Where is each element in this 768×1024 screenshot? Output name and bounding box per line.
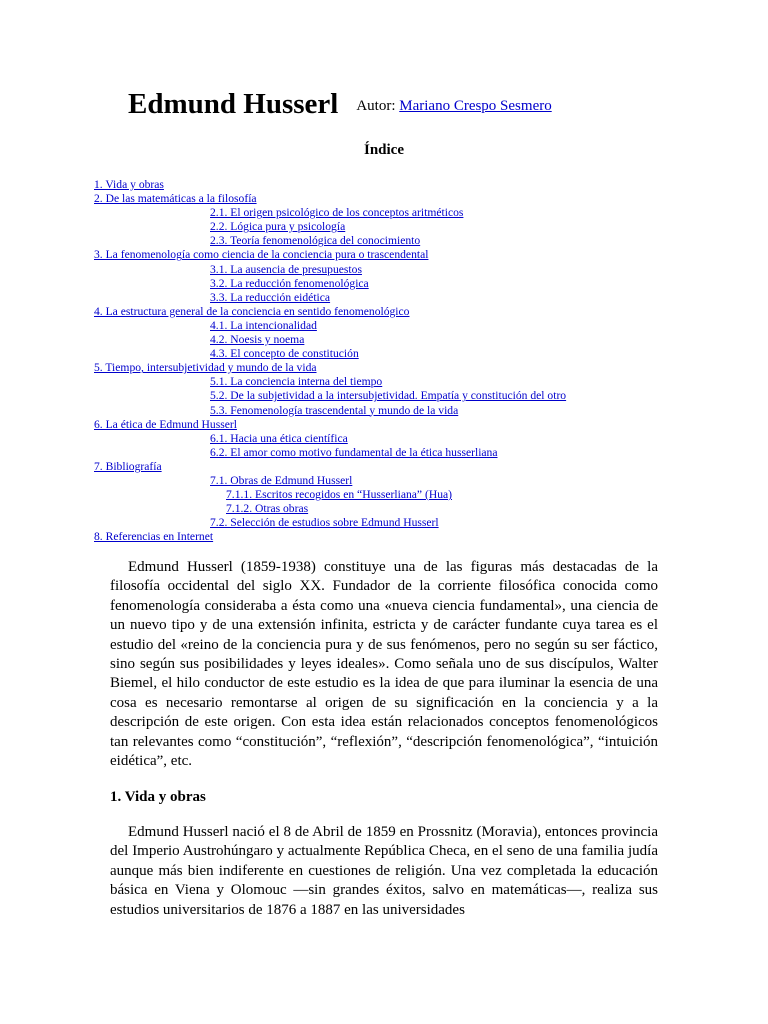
toc-link[interactable]: 3.3. La reducción eidética xyxy=(210,290,331,304)
toc-link[interactable]: 7.1.2. Otras obras xyxy=(226,502,309,516)
page-title: Edmund Husserl xyxy=(128,88,339,120)
toc-link[interactable]: 4. La estructura general de la conciencia en sentido fenomenológico xyxy=(94,304,410,318)
toc-link[interactable]: 7. Bibliografía xyxy=(94,459,162,473)
header xyxy=(128,88,552,121)
toc-link[interactable]: 7.1. Obras de Edmund Husserl xyxy=(210,473,353,487)
author-label: Autor: xyxy=(356,98,396,114)
toc-link[interactable]: 6.2. El amor como motivo fundamental de la ética husserliana xyxy=(210,445,498,459)
table-of-contents xyxy=(94,178,566,544)
toc-link[interactable]: 5.2. De la subjetividad a la intersubjetividad. Empatía y constitución del otro xyxy=(210,389,567,403)
toc-link[interactable]: 6.1. Hacia una ética científica xyxy=(210,431,348,445)
toc-link[interactable]: 4.2. Noesis y noema xyxy=(210,333,305,347)
toc-link[interactable]: 2.2. Lógica pura y psicología xyxy=(210,220,346,234)
toc-link[interactable]: 1. Vida y obras xyxy=(94,178,164,191)
toc-link[interactable]: 3.1. La ausencia de presupuestos xyxy=(210,262,362,276)
intro-paragraph: Edmund Husserl (1859-1938) constituye una de las figuras más destacadas de la filosofía occidental del siglo XX. Fundador de la corriente filosófica conocida como fenomenología consideraba a ésta como una «nueva ciencia fundamental», una ciencia de un nuevo tipo y de una extensión infinita, estricta y de carácter fundante cuya tarea es el estudio del «reino de la conciencia pura y de sus fenómenos, pero no según su ser fáctico, sino según sus posibilidades y leyes ideales». Como señala uno de sus discípulos, Walter Biemel, el hilo conductor de este estudio es la idea de que para iluminar la esencia de una cosa es necesario remontarse al origen de su significación en la conciencia y a la descripción de este origen. Con esta idea están relacionados conceptos fenomenológicos tan relevantes como “constitución”, “reflexión”, “descripción fenomenológica”, “intuición eidética”, etc. xyxy=(110,559,658,770)
toc-link[interactable]: 5. Tiempo, intersubjetividad y mundo de la vida xyxy=(94,361,317,375)
toc-link[interactable]: 6. La ética de Edmund Husserl xyxy=(94,417,237,431)
toc-link[interactable]: 2.3. Teoría fenomenológica del conocimiento xyxy=(210,234,421,248)
toc-link[interactable]: 4.1. La intencionalidad xyxy=(210,318,317,332)
index-title: Índice xyxy=(363,142,404,158)
author-line xyxy=(356,98,551,114)
toc-link[interactable]: 8. Referencias en Internet xyxy=(94,530,214,544)
section-heading: 1. Vida y obras xyxy=(110,789,206,805)
section-paragraph: Edmund Husserl nació el 8 de Abril de 1859 en Prossnitz (Moravia), entonces provincia del Imperio Austrohúngaro y actualmente República Checa, en el seno de una familia judía aunque más bien indiferente en cuestiones de religión. Una vez completada la educación básica en Viena y Olomouc —sin grandes éxitos, salvo en matemáticas—, realiza sus estudios universitarios de 1876 a 1887 en las universidades xyxy=(110,824,658,918)
toc-link[interactable]: 4.3. El concepto de constitución xyxy=(210,347,359,361)
toc-link[interactable]: 7.2. Selección de estudios sobre Edmund Husserl xyxy=(210,516,439,530)
toc-link[interactable]: 7.1.1. Escritos recogidos en “Husserliana” (Hua) xyxy=(226,488,453,502)
toc-link[interactable]: 3.2. La reducción fenomenológica xyxy=(210,276,369,290)
toc-link[interactable]: 5.3. Fenomenología trascendental y mundo de la vida xyxy=(210,403,459,417)
toc-link[interactable]: 3. La fenomenología como ciencia de la conciencia pura o trascendental xyxy=(94,248,429,262)
toc-link[interactable]: 2. De las matemáticas a la filosofía xyxy=(94,192,257,206)
toc-link[interactable]: 5.1. La conciencia interna del tiempo xyxy=(210,375,383,389)
author-link[interactable]: Mariano Crespo Sesmero xyxy=(399,98,552,114)
toc-link[interactable]: 2.1. El origen psicológico de los conceptos aritméticos xyxy=(210,206,464,220)
